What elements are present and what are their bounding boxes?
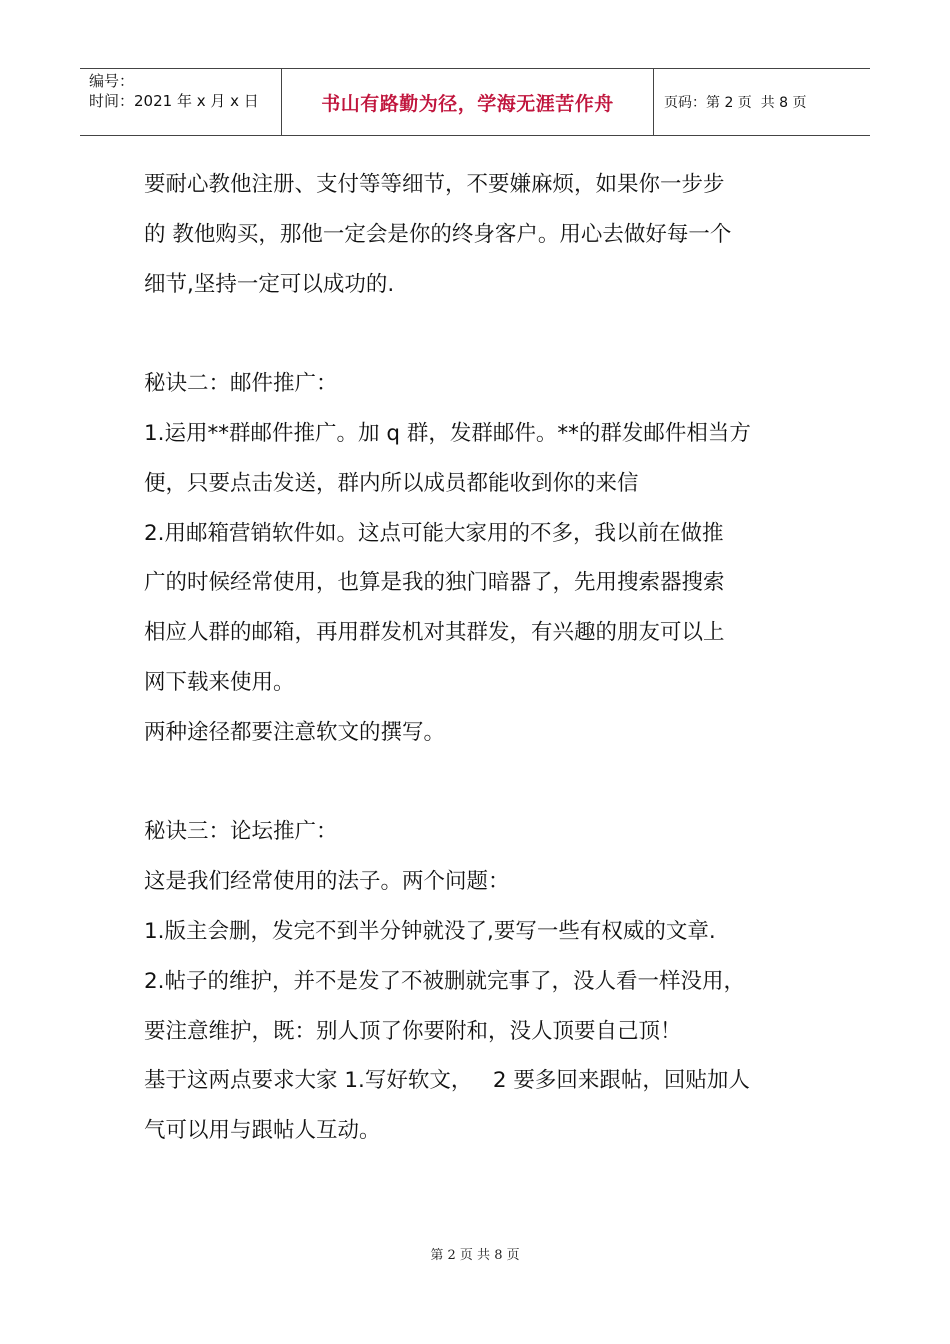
document-body xyxy=(144,160,824,1156)
paragraph-spacer xyxy=(144,309,824,359)
body-line: 要注意维护，既：别人顶了你要附和，没人顶要自己顶！ xyxy=(144,1018,682,1044)
body-line: 基于这两点要求大家 1.写好软文， 2 要多回来跟帖，回贴加人 xyxy=(144,1068,750,1094)
section-title: 秘诀二：邮件推广： xyxy=(144,371,338,397)
page-footer: 第 2 页 共 8 页 xyxy=(430,1248,520,1263)
paragraph-spacer xyxy=(144,758,824,808)
page-label: 页码：第 2 页 共 8 页 xyxy=(664,95,807,111)
body-line: 细节,坚持一定可以成功的. xyxy=(144,271,395,297)
body-line: 的 教他购买，那他一定会是你的终身客户。用心去做好每一个 xyxy=(144,221,732,247)
body-line: 1.版主会删，发完不到半分钟就没了,要写一些有权威的文章. xyxy=(144,918,716,944)
header-page-cell xyxy=(654,69,870,135)
body-line: 网下载来使用。 xyxy=(144,669,295,695)
number-label: 编号： xyxy=(89,72,135,90)
body-line: 要耐心教他注册、支付等等细节，不要嫌麻烦，如果你一步步 xyxy=(144,172,725,197)
body-line: 便，只要点击发送，群内所以成员都能收到你的来信 xyxy=(144,470,639,496)
document-header xyxy=(80,68,870,136)
body-line: 广的时候经常使用，也算是我的独门暗器了，先用搜索器搜索 xyxy=(144,570,725,596)
body-line: 1.运用**群邮件推广。加 q 群，发群邮件。**的群发邮件相当方 xyxy=(144,420,751,446)
body-line: 这是我们经常使用的法子。两个问题： xyxy=(144,869,510,895)
header-motto-cell xyxy=(282,69,654,135)
body-line: 2.用邮箱营销软件如。这点可能大家用的不多，我以前在做推 xyxy=(144,520,724,546)
motto-text: 书山有路勤为径，学海无涯苦作舟 xyxy=(321,92,614,115)
header-meta-cell xyxy=(80,69,282,135)
body-line: 两种途径都要注意软文的撰写。 xyxy=(144,719,446,745)
body-line: 气可以用与跟帖人互动。 xyxy=(144,1118,381,1144)
section-title: 秘诀三：论坛推广： xyxy=(144,819,338,845)
body-line: 2.帖子的维护，并不是发了不被删就完事了，没人看一样没用， xyxy=(144,968,746,994)
time-label: 时间：2021 年 x 月 x 日 xyxy=(89,92,259,110)
body-line: 相应人群的邮箱，再用群发机对其群发，有兴趣的朋友可以上 xyxy=(144,620,725,646)
